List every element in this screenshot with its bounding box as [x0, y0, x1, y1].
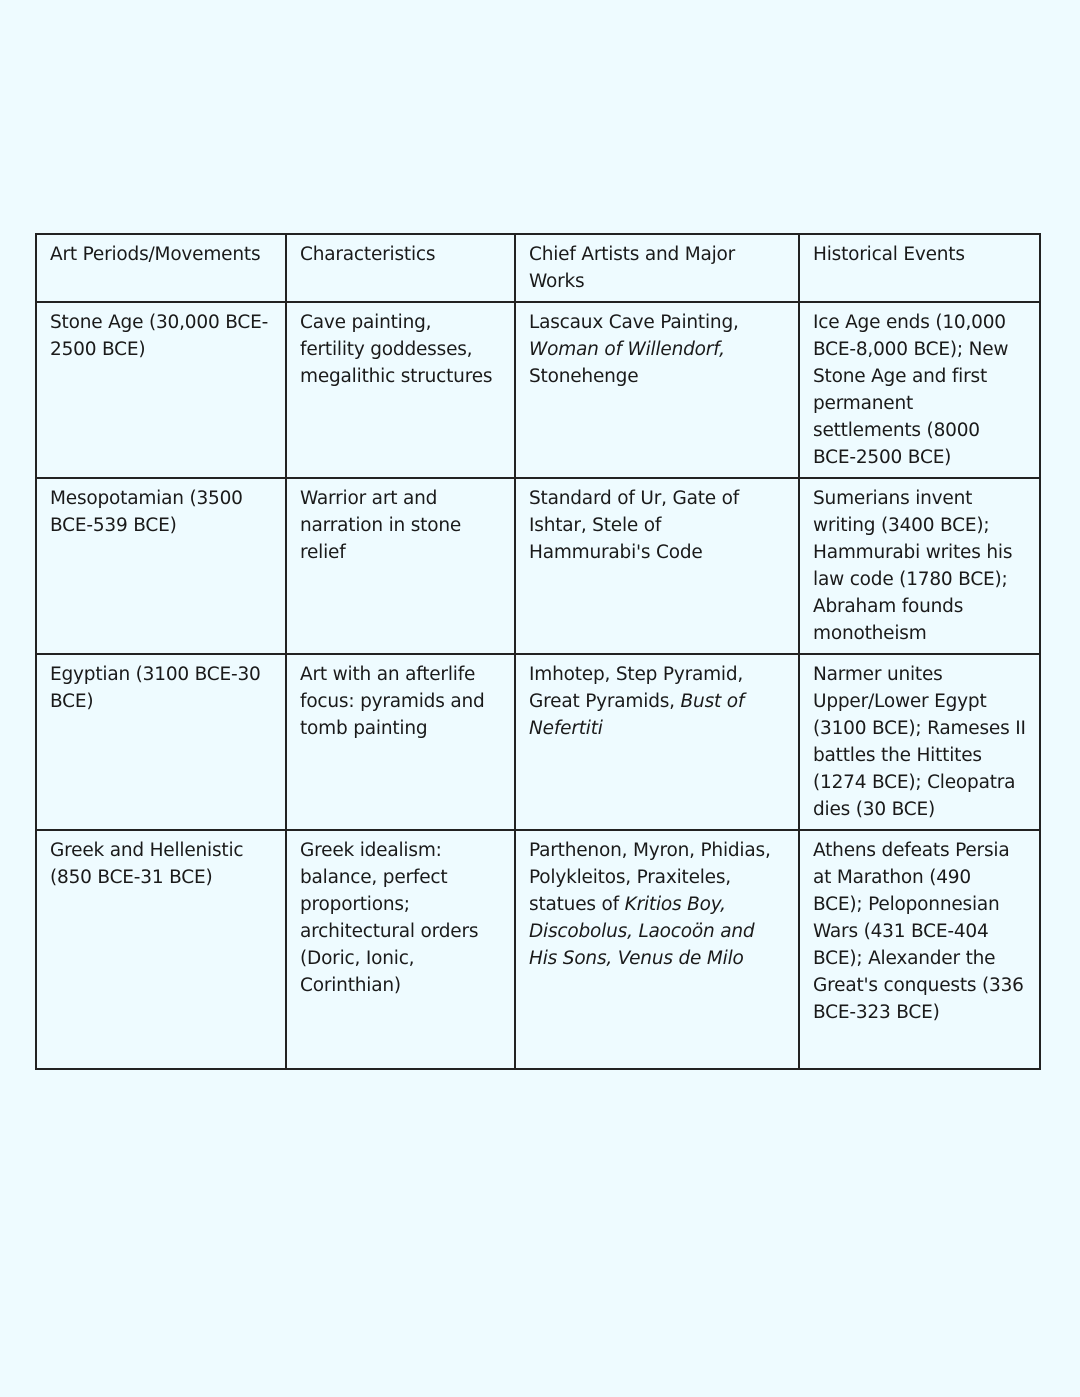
cell-events: Athens defeats Persia at Marathon (490 BCE); Peloponnesian Wars (431 BCE-404 BCE); Alexander the Great's conquests (336 BCE-323 BCE) — [799, 830, 1040, 1069]
table-row — [36, 478, 1040, 654]
artists-text: Lascaux Cave Painting, — [529, 312, 739, 333]
artwork-title: Kritios Boy, Discobolus, Laocoön and His Sons, Venus de Milo — [529, 894, 755, 969]
cell-period: Greek and Hellenistic (850 BCE-31 BCE) — [36, 830, 286, 1069]
artists-text: Parthenon, Myron, Phidias, Polykleitos, Praxiteles, statues of — [529, 840, 771, 915]
cell-events: Narmer unites Upper/Lower Egypt (3100 BCE); Rameses II battles the Hittites (1274 BCE); Cleopatra dies (30 BCE) — [799, 654, 1040, 830]
artwork-title: Woman of Willendorf, — [529, 339, 725, 360]
artists-text: Stonehenge — [529, 366, 639, 387]
cell-characteristics: Art with an afterlife focus: pyramids and tomb painting — [286, 654, 515, 830]
cell-events: Sumerians invent writing (3400 BCE); Hammurabi writes his law code (1780 BCE); Abraham founds monotheism — [799, 478, 1040, 654]
cell-artists — [515, 830, 799, 1069]
cell-artists — [515, 302, 799, 478]
header-period: Art Periods/Movements — [36, 234, 286, 302]
table-row — [36, 302, 1040, 478]
table-row — [36, 830, 1040, 1069]
artists-text: Imhotep, Step Pyramid, Great Pyramids, — [529, 664, 744, 712]
header-events: Historical Events — [799, 234, 1040, 302]
header-artists: Chief Artists and Major Works — [515, 234, 799, 302]
cell-characteristics: Warrior art and narration in stone relief — [286, 478, 515, 654]
art-history-table — [35, 233, 1041, 1070]
cell-artists — [515, 478, 799, 654]
cell-events: Ice Age ends (10,000 BCE-8,000 BCE); New Stone Age and first permanent settlements (8000 BCE-2500 BCE) — [799, 302, 1040, 478]
cell-characteristics: Cave painting, fertility goddesses, megalithic structures — [286, 302, 515, 478]
cell-period: Egyptian (3100 BCE-30 BCE) — [36, 654, 286, 830]
artwork-title: Bust of Nefertiti — [529, 691, 745, 739]
cell-period: Stone Age (30,000 BCE-2500 BCE) — [36, 302, 286, 478]
table-row — [36, 654, 1040, 830]
cell-characteristics: Greek idealism: balance, perfect proportions; architectural orders (Doric, Ionic, Corinthian) — [286, 830, 515, 1069]
header-characteristics: Characteristics — [286, 234, 515, 302]
cell-artists — [515, 654, 799, 830]
header-row — [36, 234, 1040, 302]
artists-text: Standard of Ur, Gate of Ishtar, Stele of Hammurabi's Code — [529, 488, 740, 563]
cell-period: Mesopotamian (3500 BCE-539 BCE) — [36, 478, 286, 654]
